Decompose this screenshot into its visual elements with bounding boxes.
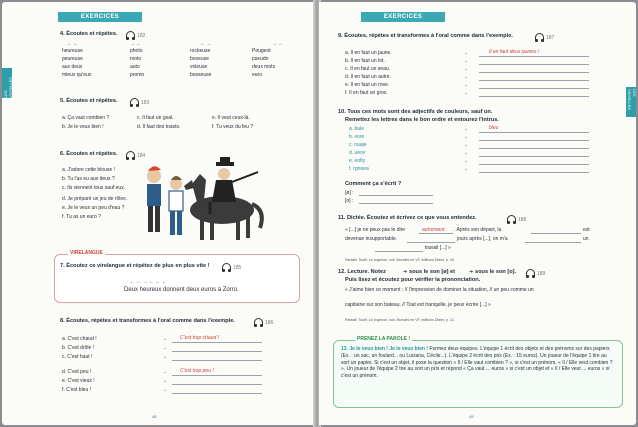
word-item: heureuse <box>62 48 83 54</box>
sentence-item: f. Tu veux du feu ? <box>212 124 254 130</box>
intonation-arrow-icon: ← ← <box>67 41 79 47</box>
answer-line[interactable] <box>479 96 589 97</box>
word-item: deux mots <box>252 64 276 70</box>
sentence-item: d. C'est peu ! <box>62 369 92 375</box>
ex12-title-c: sous le son [o]. <box>475 269 517 275</box>
ex4-title: 4. Écoutes et répètes. <box>60 31 118 37</box>
word-item: photo <box>130 48 143 54</box>
answer-line[interactable] <box>407 242 455 243</box>
scrambled-word: d. ueov <box>349 150 366 156</box>
answer-line[interactable] <box>375 251 423 252</box>
arrow-icon: → <box>463 134 468 140</box>
virelangue-box <box>54 254 300 303</box>
answer-line[interactable] <box>531 233 581 234</box>
sentence-item: f. Tu as un euro ? <box>62 214 101 220</box>
headphones-icon <box>222 263 231 270</box>
answer-line[interactable] <box>172 342 262 343</box>
ex5-title: 5. Écoutes et répètes. <box>60 98 118 104</box>
headphones-icon <box>507 215 516 222</box>
track-number: 184 <box>137 153 146 159</box>
arrow-icon: → <box>162 369 167 375</box>
ex12-title: 12. Lecture. Notez <box>338 269 386 275</box>
headphones-icon <box>526 269 535 276</box>
side-tab: LES VOYELLES <box>2 68 12 98</box>
sentence-item: c. Il faut un goal. <box>137 115 174 121</box>
scrambled-word: c. nuaje <box>349 142 367 148</box>
arrow-icon: → <box>463 82 468 88</box>
example-answer: bleu <box>489 125 499 131</box>
sentence-item: f. C'est bleu ! <box>62 387 92 393</box>
headphones-icon <box>130 98 139 105</box>
word-item: auto <box>130 64 140 70</box>
ex6-title: 6. Écoutes et répètes. <box>60 151 118 157</box>
ex13-body: Formez deux équipes. L'équipe 1 écrit des objets et des prénoms sur des papiers (Ex. : un sac, un foulard... ou Luciana, Cécile...). L'équipe 2 écrit des prix (Ex. : 15 euros). Un joueur de l'équipe 1 tire au sort un papier. Si c'est un objet, il pose la question « Il / Elle vaut combien ? », si c'est un prénom, « Il / Elle veut combien ? ». Un joueur de l'équipe 2 tire au sort un prix et répond « Ça vaut ... euros » si c'est un objet et « Il / Elle veut ... euros » si c'est un prénom. <box>341 346 613 380</box>
track-number: 182 <box>137 33 146 39</box>
prenez-la-parole-label: PRENEZ LA PAROLE ! <box>357 336 411 342</box>
track-number: 186 <box>265 320 274 326</box>
arrow-icon: → <box>463 158 468 164</box>
sentence-item: a. J'adore cette blouse ! <box>62 167 115 173</box>
dictation-text: jours après [...], on m'a <box>457 236 508 242</box>
word-item: pseudo <box>252 56 269 62</box>
ex13-title: 13. Je le veux bien ! Je le veux bien ! <box>341 346 428 352</box>
dictation-text: travail [...] » <box>425 245 451 251</box>
page-number: 48 <box>152 414 157 419</box>
answer-line[interactable] <box>479 80 589 81</box>
dictation-text: un <box>583 236 589 242</box>
exercices-tab: EXERCICES <box>361 12 445 22</box>
sentence-item: c. C'est haut ! <box>62 354 93 360</box>
headphones-icon <box>126 31 135 38</box>
arrow-icon: → <box>463 142 468 148</box>
virelangue-sentence: Deux heureux donnent deux euros à Zorro. <box>124 287 239 293</box>
word-item: Peugeot <box>252 48 271 54</box>
virelangue-label: VIRELANGUE <box>70 250 103 256</box>
track-number: 183 <box>141 100 150 106</box>
answer-line[interactable] <box>172 384 262 385</box>
answer-line[interactable] <box>479 140 589 141</box>
answer-line[interactable] <box>172 393 262 394</box>
intonation-arrow-icon: ← → <box>200 41 212 47</box>
sentence-item: d. Il en faut un autre. <box>345 74 391 80</box>
sentence-item: a. C'est chaud ! <box>62 336 97 342</box>
word-item: euro <box>252 72 263 78</box>
ex10-question: Comment ça s'écrit ? <box>345 181 402 187</box>
headphones-icon <box>254 318 263 325</box>
reading-line: capitaine sur son bateau. // Tout est tranquille, je peux écrire [...] » <box>345 302 491 308</box>
dictation-text: devenue insupportable. <box>345 236 397 242</box>
dictation-text: . Après son départ, la <box>454 227 502 233</box>
ex11-title: 11. Dictée. Écoutez et écrivez ce que vous entendez. <box>338 215 477 221</box>
arrow-icon: → <box>463 50 468 56</box>
track-number: 187 <box>546 35 555 41</box>
sentence-item: e. Il veut ceux-là. <box>212 115 250 121</box>
answer-line[interactable] <box>525 242 581 243</box>
side-tab: LES VOYELLES <box>626 87 636 117</box>
answer-line[interactable] <box>172 351 262 352</box>
left-page <box>2 2 315 425</box>
answer-line[interactable] <box>479 164 589 165</box>
arrow-icon: ➜ <box>469 269 474 275</box>
headphones-icon <box>535 33 544 40</box>
arrow-icon: → <box>463 58 468 64</box>
ex13-text <box>341 346 615 380</box>
intonation-arrow-icon: ← ← → ← ← ← <box>130 279 167 285</box>
scrambled-word: b. sore <box>349 134 365 140</box>
word-item: moto <box>130 56 142 62</box>
ex9-title: 9. Écoutes, répètes et transformes à l'oral comme dans l'exemple. <box>338 33 513 39</box>
right-page <box>319 2 636 425</box>
answer-line[interactable] <box>479 56 589 57</box>
sentence-item: c. Il en faut un seau. <box>345 66 391 72</box>
reading-line: « J'aime bien ce moment : // l'impression de dominer la situation, // un peu comme un <box>345 287 534 293</box>
word-item: peureuse <box>62 56 83 62</box>
zorro-illustration <box>140 154 270 244</box>
dictation-example: autrement <box>422 227 445 233</box>
arrow-icon: → <box>463 74 468 80</box>
arrow-icon: → <box>162 336 167 342</box>
sentence-item: f. Il en faut un gros. <box>345 90 388 96</box>
answer-line[interactable] <box>479 72 589 73</box>
answer-line[interactable] <box>172 360 262 361</box>
headphones-icon <box>126 151 135 158</box>
ex10-title: 10. Tous ces mots sont des adjectifs de couleurs, sauf un. <box>338 109 493 115</box>
arrow-icon: → <box>162 378 167 384</box>
answer-line[interactable] <box>172 375 262 376</box>
sentence-item: d. Je préparé un jeu de rôles. <box>62 196 128 202</box>
answer-line[interactable] <box>419 233 453 234</box>
answer-line[interactable] <box>359 195 433 196</box>
ex8-title: 8. Écoutes, répètes et transformes à l'oral comme dans l'exemple. <box>60 318 235 324</box>
scrambled-word: f. rgnoea <box>349 166 369 172</box>
intonation-arrow-icon: → ← <box>272 41 284 47</box>
dictation-text: « [...] je ne peux pas le dire <box>345 227 406 233</box>
sentence-item: b. C'est drôle ! <box>62 345 95 351</box>
word-item: aux deux <box>62 64 83 70</box>
source-citation: Pantaih Toutif, Le voyeuse, coll. Mondes en VF, éditions Didier, p. 12. <box>345 318 456 322</box>
answer-line[interactable] <box>479 88 589 89</box>
word-item: rockeuse <box>190 48 211 54</box>
arrow-icon: ➜ <box>403 269 408 275</box>
ex10-q-item: [o] : <box>345 198 354 204</box>
scrambled-word: a. bule <box>349 126 365 132</box>
ex10-subtitle: Remettez les lettres dans le bon ordre et entourez l'intrus. <box>345 117 499 123</box>
sentence-item: a. Il en faut un jaune. <box>345 50 392 56</box>
arrow-icon: → <box>162 354 167 360</box>
dictation-text: est <box>583 227 590 233</box>
sentence-item: e. C'est vieux ! <box>62 378 95 384</box>
arrow-icon: → <box>162 387 167 393</box>
word-item: boxeuse <box>190 56 209 62</box>
exercices-tab: EXERCICES <box>58 12 142 22</box>
arrow-icon: → <box>162 345 167 351</box>
word-item: bosseuse <box>190 72 212 78</box>
arrow-icon: → <box>463 66 468 72</box>
intonation-arrow-icon: → ← <box>130 41 142 47</box>
source-citation: Pantaih Toutif, Le voyeuse, coll. Mondes en VF, éditions Didier, p. 44. <box>345 258 456 262</box>
answer-line[interactable] <box>479 64 589 65</box>
arrow-icon: → <box>463 90 468 96</box>
sentence-item: b. Tu l'as eu aux deux ? <box>62 176 115 182</box>
arrow-icon: → <box>463 126 468 132</box>
ex7-title: 7. Écoutez ce virelangue et répétez de plus en plus vite ! <box>60 263 210 269</box>
example-answer: C'est trop chaud ! <box>180 335 220 341</box>
sentence-item: a. Ça vaut combien ? <box>62 115 110 121</box>
sentence-item: c. Ils viennent tous sauf eux. <box>62 185 126 191</box>
page-number: 49 <box>469 414 474 419</box>
track-number: 189 <box>537 271 546 277</box>
ex12-subtitle: Puis lisez et écoutez pour vérifier la prononciation. <box>345 277 481 283</box>
track-number: 185 <box>233 265 242 271</box>
sentence-item: b. Il en faut un lot. <box>345 58 385 64</box>
word-item: voleuse <box>190 64 208 70</box>
sentence-item: e. Je le veux un peu d'eau ? <box>62 205 125 211</box>
scrambled-word: e. eolty <box>349 158 366 164</box>
answer-line[interactable] <box>479 148 589 149</box>
track-number: 188 <box>518 217 527 223</box>
example-answer: Il en faut deux jaunes ! <box>489 49 540 55</box>
arrow-icon: → <box>463 166 468 172</box>
answer-line[interactable] <box>479 172 589 173</box>
ex10-q-item: [ø] : <box>345 190 354 196</box>
answer-line[interactable] <box>479 156 589 157</box>
sentence-item: d. Il faut des toasts. <box>137 124 181 130</box>
word-item: mieux qu'eux <box>62 72 92 78</box>
example-answer: C'est trop peu ! <box>180 368 214 374</box>
ex12-title-b: sous le son [ø] et <box>409 269 455 275</box>
sentence-item: b. Je le veux bien ! <box>62 124 104 130</box>
sentence-item: e. Il en faut un rose. <box>345 82 390 88</box>
answer-line[interactable] <box>359 203 433 204</box>
answer-line[interactable] <box>479 132 589 133</box>
word-item: promo <box>130 72 145 78</box>
arrow-icon: → <box>463 150 468 156</box>
